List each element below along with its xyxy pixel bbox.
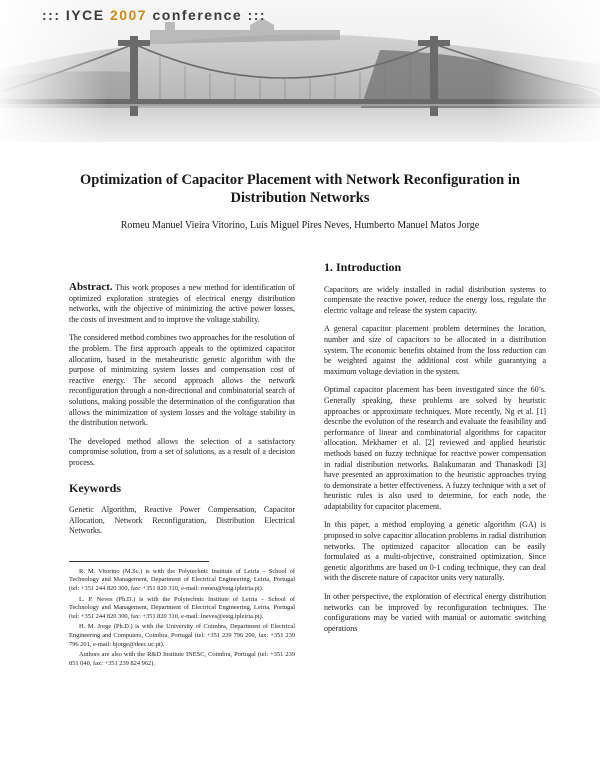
intro-paragraph-4: In this paper, a method employing a genetic algorithm (GA) is proposed to solve capacitor allocation problems in radial distribution networks. The optimized capacitor allocation can be easily formulated as a multi-objective, constrained optimization. Since genetic algorithms are based on 0-1 coding technique, they can deal with the discrete nature of capacitor units very naturally. xyxy=(324,520,546,583)
footnote-1: R. M. Vitorino (M.Sc.) is with the Polytechnic Institute of Leiria – School of Technology and Management, Department of Electrical Engineering, Leiria, Portugal (tel: +351 244 820 300, fax: +351 820 310, e-mail: romeu@estg.ipleiria.pt). xyxy=(69,567,295,593)
intro-paragraph-5: In other perspective, the exploration of electrical energy distribution networks can be improved by reconfiguration techniques. The configurations may be varied with manual or automatic switching operations xyxy=(324,592,546,633)
keywords-heading: Keywords xyxy=(69,480,121,495)
keywords-text: Genetic Algorithm, Reactive Power Compensation, Capacitor Allocation, Network Reconfiguration, Distribution Electrical Networks. xyxy=(69,505,295,536)
paper-authors: Romeu Manuel Vieira Vitorino, Luís Miguel Pires Neves, Humberto Manuel Matos Jorge xyxy=(120,220,480,231)
right-column xyxy=(324,262,546,642)
intro-paragraph-3: Optimal capacitor placement has been investigated since the 60’s. Generally speaking, these problems are solved by heuristic approaches or approximate techniques. More recently, Ng et al. [1] describe the evolution of the research and evaluate the feasibility and performance of linear and combinatorial algorithms for capacitor allocation. Mekhamer et al. [2] reviewed and applied heuristic methods based on fuzzy technique for reactive power compensation in radial distribution networks. Balakumaran and Thanaskodi [3] have presented an approximation to the heuristic approaches trying to demonstrate a better effectiveness. A fuzzy technique with a set of heuristic rules is also used to determine, for each node, the adaptability for capacitor placement. xyxy=(324,385,546,511)
abstract-text-1: This work proposes a new method for identification of optimized exploration strategies of electrical energy distribution networks, with the objective of minimizing the active power losses, the costs of investment and to improve the voltage stability. xyxy=(69,283,295,324)
introduction-heading: 1. Introduction xyxy=(324,260,402,274)
left-column xyxy=(69,282,295,670)
conference-year: 2007 xyxy=(109,7,148,23)
conference-suffix: conference ::: xyxy=(147,7,267,23)
abstract-paragraph-1 xyxy=(69,282,295,325)
conference-banner xyxy=(0,0,600,142)
abstract-paragraph-3: The developed method allows the selection of a satisfactory compromise solution, from a set of solutions, as a result of a decision process. xyxy=(69,436,295,467)
abstract-paragraph-2: The considered method combines two approaches for the resolution of the problem. The first approach appeals to the optimized capacitor allocation, based in the metaheuristic genetic algorithm with the purpose of minimizing system losses and compensation cost of reactive energy. The second approach allows the network reconfiguration through a non-directional and combinatorial search of solutions, making possible the determination of the configuration that allows the minimization of system losses and the voltage stability in the distribution network. xyxy=(69,333,295,428)
conference-prefix: ::: IYCE xyxy=(42,7,110,23)
abstract-label: Abstract. xyxy=(69,281,113,293)
intro-paragraph-1: Capacitors are widely installed in radial distribution systems to compensate the reactive power, reduce the energy loss, regulate the electric voltage and release the system capacity. xyxy=(324,284,546,315)
paper-title: Optimization of Capacitor Placement with Network Reconfiguration in Distribution Networks xyxy=(80,172,520,206)
footnote-3: H. M. Jorge (Ph.D.) is with the University of Coimbra, Department of Electrical Engineering and Computers, Coimbra, Portugal (tel: +351 239 796 200, fax: +351 239 796 201, e-mail: hjorge@deec.uc.pt). xyxy=(69,623,295,648)
conference-title xyxy=(42,7,266,23)
footnote-divider xyxy=(69,561,209,562)
footnote-2: L. P. Neves (Ph.D.) is with the Polytechnic Institute of Leiria – School of Technology and Management, Department of Electrical Engineering, Leiria, Portugal (tel: +351 244 820 300, fax: +351 820 310, e-mail: lneves@estg.ipleiria.pt). xyxy=(69,595,295,620)
intro-paragraph-2: A general capacitor placement problem determines the location, number and size of capacitors to be allocated in a distribution system. The economic benefits obtained from the loss reduction can be weighted against the additional cost while guarantying a maximum voltage deviation in the system. xyxy=(324,324,546,376)
footnote-4: Authors are also with the R&D Institute INESC, Coimbra, Portugal (tel: +351 239 851 040, fax: +351 239 824 962). xyxy=(69,651,295,667)
